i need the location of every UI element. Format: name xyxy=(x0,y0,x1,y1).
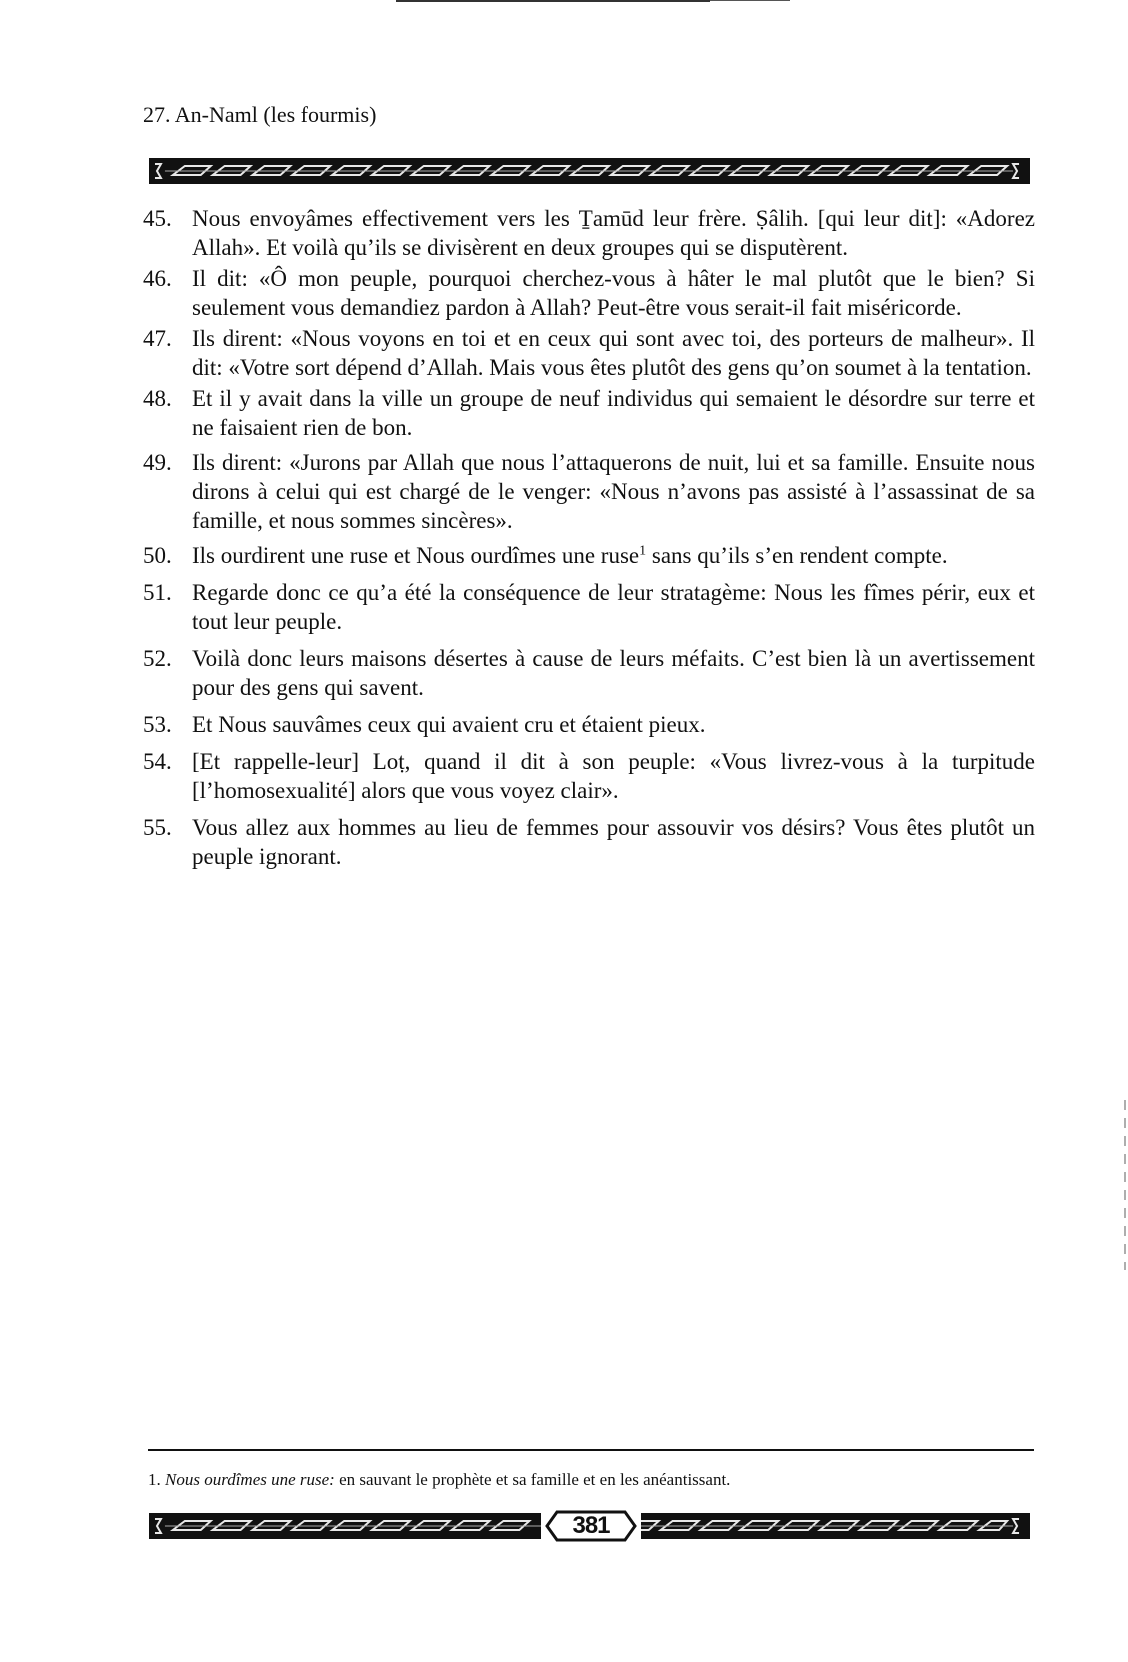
verse-51 xyxy=(143,578,1035,636)
verse-52 xyxy=(143,644,1035,702)
verse-46 xyxy=(143,264,1035,322)
verse-list xyxy=(143,204,1035,871)
verse-text: Nous envoyâmes effectivement vers les Ṯamūd leur frère. Ṣâlih. [qui leur dit]: «Adorez Allah». Et voilà qu’ils se divisèrent en deux groupes qui se disputèrent. xyxy=(192,206,1035,260)
footnote-term: Nous ourdîmes une ruse: xyxy=(165,1470,335,1489)
verse-text: Voilà donc leurs maisons désertes à cause de leurs méfaits. C’est bien là un avertissement pour des gens qui savent. xyxy=(192,646,1035,700)
verse-text: Ils ourdirent une ruse et Nous ourdîmes une ruse xyxy=(192,543,640,568)
verse-number: 50. xyxy=(143,543,172,568)
verse-number: 46. xyxy=(143,266,172,291)
verse-49 xyxy=(143,448,1035,535)
verse-48 xyxy=(143,384,1035,442)
top-edge-rule-bold xyxy=(396,0,710,2)
verse-text: Et il y avait dans la ville un groupe de neuf individus qui semaient le désordre sur terre et ne faisaient rien de bon. xyxy=(192,386,1035,440)
verse-text: Vous allez aux hommes au lieu de femmes pour assouvir vos désirs? Vous êtes plutôt un peuple ignorant. xyxy=(192,815,1035,869)
verse-number: 51. xyxy=(143,580,172,605)
verse-text: [Et rappelle-leur] Loṭ, quand il dit à son peuple: «Vous livrez-vous à la turpitude [l’homosexualité] alors que vous voyez clair». xyxy=(192,749,1035,803)
verse-50 xyxy=(143,541,1035,570)
footnote xyxy=(148,1469,1034,1491)
edge-scan-mark xyxy=(1124,1100,1126,1270)
verse-number: 48. xyxy=(143,386,172,411)
verse-number: 55. xyxy=(143,815,172,840)
footnote-marker: 1. xyxy=(148,1470,161,1489)
footnote-ref[interactable]: 1 xyxy=(639,543,647,559)
chapter-header: 27. An-Naml (les fourmis) xyxy=(143,102,377,127)
verse-53 xyxy=(143,710,1035,739)
verse-number: 54. xyxy=(143,749,172,774)
verse-number: 47. xyxy=(143,326,172,351)
verse-number: 52. xyxy=(143,646,172,671)
verse-54 xyxy=(143,747,1035,805)
chain-border-top xyxy=(149,158,1030,184)
footnote-text: en sauvant le prophète et sa famille et en les anéantissant. xyxy=(334,1470,731,1489)
verse-number: 53. xyxy=(143,712,172,737)
verse-47 xyxy=(143,324,1035,382)
verse-text: Ils dirent: «Nous voyons en toi et en ceux qui sont avec toi, des porteurs de malheur». Il dit: «Votre sort dépend d’Allah. Mais vous êtes plutôt des gens qu’on soumet à la tentation. xyxy=(192,326,1035,380)
verse-55 xyxy=(143,813,1035,871)
verse-text: Et Nous sauvâmes ceux qui avaient cru et étaient pieux. xyxy=(192,712,706,737)
verse-45 xyxy=(143,204,1035,262)
footnote-divider xyxy=(148,1449,1034,1451)
verse-number: 49. xyxy=(143,450,172,475)
verse-text-continued: sans qu’ils s’en rendent compte. xyxy=(646,543,948,568)
page-number-badge xyxy=(541,1506,641,1546)
verse-number: 45. xyxy=(143,206,172,231)
page-number: 381 xyxy=(572,1512,610,1539)
verse-text: Regarde donc ce qu’a été la conséquence de leur stratagème: Nous les fîmes périr, eux et tout leur peuple. xyxy=(192,580,1035,634)
verse-text: Ils dirent: «Jurons par Allah que nous l’attaquerons de nuit, lui et sa famille. Ensuite nous dirons à celui qui est chargé de le venger: «Nous n’avons pas assisté à l’assassinat de sa famille, et nous sommes sincères». xyxy=(192,450,1035,533)
verse-text: Il dit: «Ô mon peuple, pourquoi cherchez-vous à hâter le mal plutôt que le bien? Si seulement vous demandiez pardon à Allah? Peut-être vous serait-il fait miséricorde. xyxy=(192,266,1035,320)
